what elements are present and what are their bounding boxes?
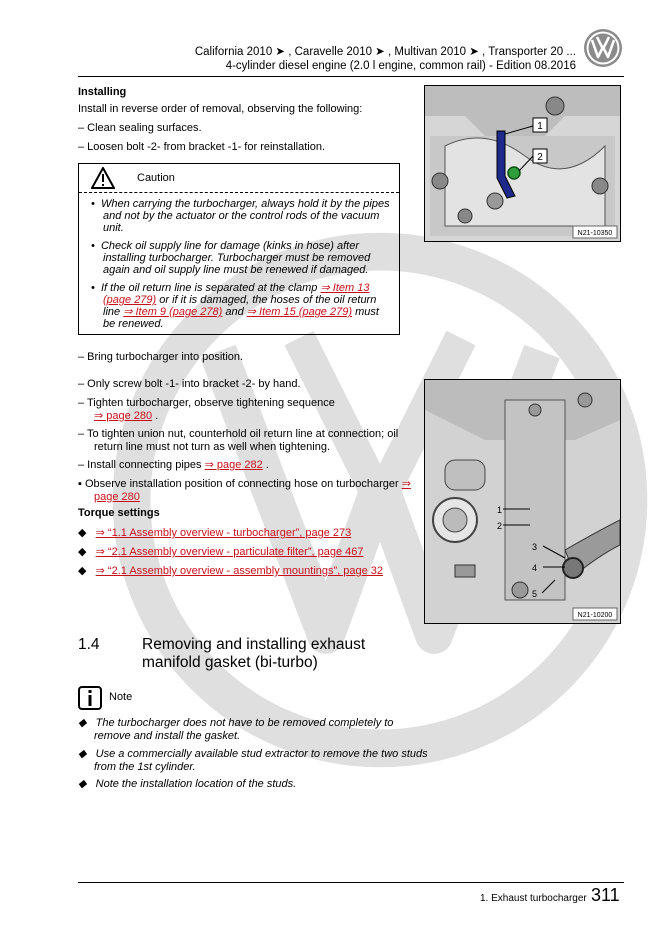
step-text: – Install connecting pipes [78,459,205,471]
caution-header [79,164,399,193]
link-item-13[interactable]: ⇒ Item 13 (page 279) [103,282,370,306]
step-tighten-turbo [78,397,429,423]
callout-2: 2 [497,521,503,531]
torque-link-item: ◆ ⇒ “2.1 Assembly overview - particulate filter”, page 467 [78,546,364,558]
note-item: ◆ Note the installation location of the studs. [78,778,297,790]
caution-item: • If the oil return line is separated at the clamp ⇒ Item 13 (page 279) or if it is damaged, the hoses of the oil return line ⇒ Item 9 (page 278) and ⇒ Item 15 (page 279) must be renewed. [91,282,379,330]
figure-turbo-illustration [425,380,620,623]
section-number: 1.4 [78,636,100,653]
torque-link-turbocharger[interactable]: ⇒ “1.1 Assembly overview - turbocharger”, page 273 [95,527,352,539]
caution-list [87,198,391,336]
caution-item-text: must be renewed. [103,306,379,330]
link-page-282[interactable]: ⇒ page 282 [204,459,263,471]
caution-item-text: If the oil return line is separated at the clamp [100,282,318,294]
link-item-9[interactable]: ⇒ Item 9 (page 278) [123,306,223,318]
step-loosen-bolt: – Loosen bolt -2- from bracket -1- for reinstallation. [78,141,326,153]
step-text: ▪ Observe installation position of connecting hose on turbocharger [78,478,402,490]
step-connecting-hose [78,478,429,504]
note-item: ◆ The turbocharger does not have to be removed completely to remove and install the gasket. [78,717,394,742]
torque-link-particulate-filter[interactable]: ⇒ “2.1 Assembly overview - particulate filter”, page 467 [95,546,364,558]
step-screw-bolt: – Only screw bolt -1- into bracket -2- by hand. [78,378,301,390]
callout-1: 1 [537,121,543,132]
callout-3: 3 [532,542,538,552]
installing-heading: Installing [78,86,127,98]
caution-item: • Check oil supply line for damage (kinks in hose) after installing turbocharger. Turbocharger must be removed again and oil supply line must be renewed if damaged. [91,240,371,276]
link-page-280[interactable]: ⇒ page 280 [94,410,153,422]
step-text: . [152,410,159,422]
step-text: . [262,459,269,471]
callout-1: 1 [497,505,503,515]
caution-item: • When carrying the turbocharger, always hold it by the pipes and not by the actuator or the control rods of the vacuum unit. [91,198,390,234]
step-union-nut: – To tighten union nut, counterhold oil return line at connection; oil return line must not turn as well when tightening. [78,428,399,453]
note-item: ◆ Use a commercially available stud extractor to remove the two studs from the 1st cylinder. [78,748,428,773]
callout-5: 5 [532,589,538,599]
header-models: California 2010 ➤ , Caravelle 2010 ➤ , Multivan 2010 ➤ , Transporter 20 ... [194,46,576,58]
figure-bracket-bolt [424,85,621,242]
torque-heading: Torque settings [78,507,160,519]
step-clean-surfaces: – Clean sealing surfaces. [78,122,202,134]
header-rule [78,76,624,77]
note-item-text: Use a commercially available stud extractor to remove the two studs from the 1st cylinder. [94,748,428,773]
vw-logo-icon [583,28,623,68]
caution-item-text: When carrying the turbocharger, always hold it by the pipes and not by the actuator or the control rods of the vacuum unit. [100,198,390,234]
link-page-280b[interactable]: ⇒ page 280 [94,478,411,503]
caution-title: Caution [137,172,175,184]
torque-link-assembly-mountings[interactable]: ⇒ “2.1 Assembly overview - assembly mountings”, page 32 [95,565,384,577]
figure-code: N21-10200 [577,612,613,619]
caution-item-text: or if it is damaged, the hoses of the oil return line [103,294,377,318]
link-item-15[interactable]: ⇒ Item 15 (page 279) [246,306,353,318]
step-text: – Tighten turbocharger, observe tightening sequence [78,397,335,409]
figure-bracket-illustration [425,86,620,241]
note-label: Note [109,691,133,703]
note-item-text: The turbocharger does not have to be removed completely to remove and install the gasket. [94,717,394,742]
note-item-text: Note the installation location of the studs. [95,778,297,790]
torque-link-item: ◆ ⇒ “1.1 Assembly overview - turbocharger”, page 273 [78,527,352,539]
caution-item-text: Check oil supply line for damage (kinks in hose) after installing turbocharger. Turbocharger must be removed again and oil supply line must be renewed if damaged. [100,240,371,276]
caution-box [78,163,400,335]
page-number: 311 [591,885,620,905]
caution-item-text: and [222,306,244,318]
footer-chapter: 1. Exhaust turbocharger [480,893,587,904]
torque-link-item: ◆ ⇒ “2.1 Assembly overview - assembly mountings”, page 32 [78,565,384,577]
step-position-turbo: – Bring turbocharger into position. [78,351,244,363]
callout-2: 2 [537,152,543,163]
header-engine-edition: 4-cylinder diesel engine (2.0 l engine, common rail) - Edition 08.2016 [225,60,576,72]
footer-rule [78,882,624,883]
warning-triangle-icon [91,167,115,189]
info-icon [78,686,102,710]
figure-code: N21-10350 [577,230,613,237]
callout-4: 4 [532,563,538,573]
section-title: Removing and installing exhaust manifold gasket (bi-turbo) [142,636,366,671]
installing-intro: Install in reverse order of removal, observing the following: [78,103,363,115]
step-connecting-pipes [78,459,413,472]
figure-turbo-installed [424,379,621,624]
